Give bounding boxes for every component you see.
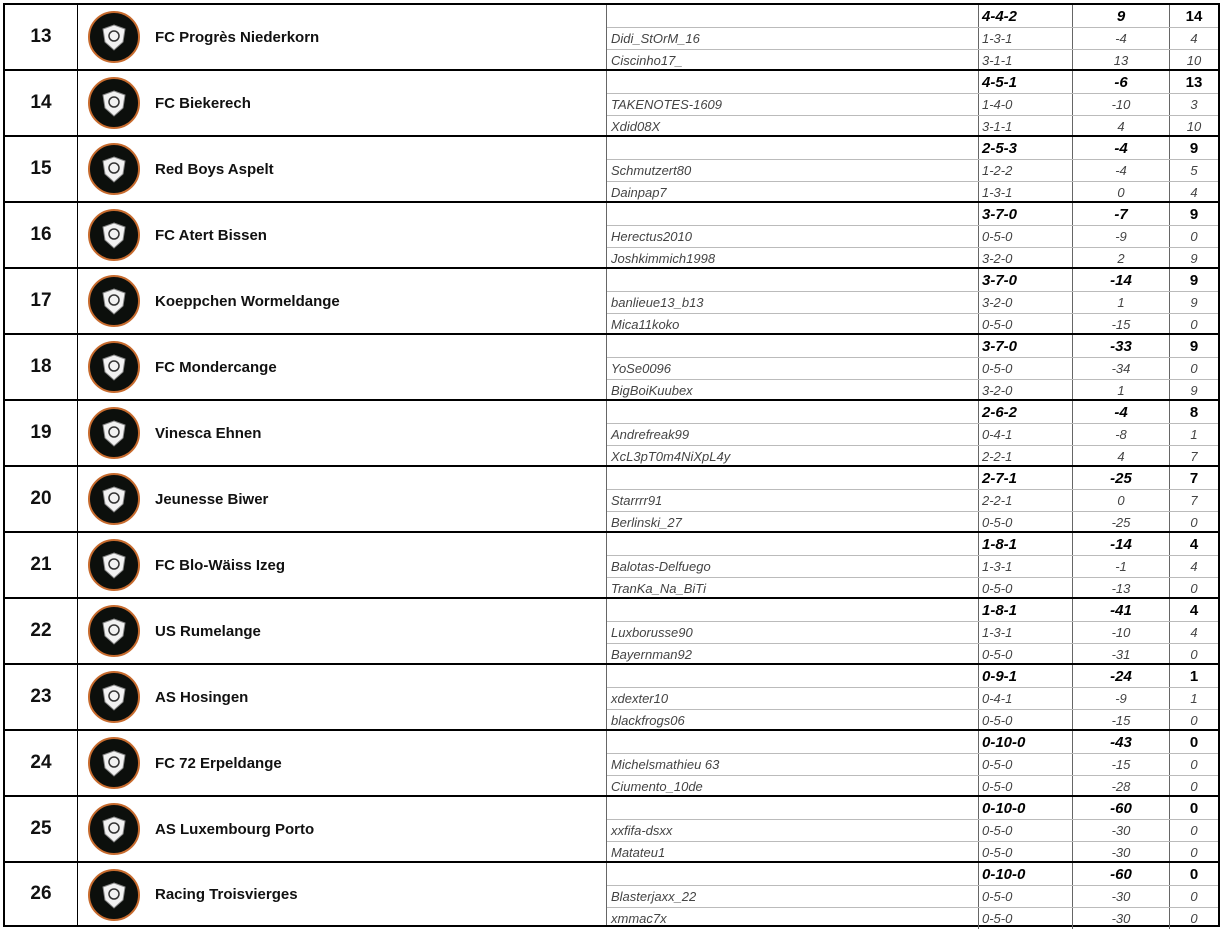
team-name: FC Atert Bissen: [155, 226, 267, 244]
team-record: 3-7-0: [979, 335, 1073, 357]
player-row: [607, 555, 1218, 577]
player-record: 0-5-0: [979, 578, 1073, 599]
player-goal-diff: -31: [1073, 644, 1170, 665]
team-name: Vinesca Ehnen: [155, 424, 262, 442]
team-logo: [88, 605, 140, 657]
player-record: 0-5-0: [979, 886, 1073, 907]
team-points: 9: [1189, 205, 1199, 223]
club-crest-icon: [99, 550, 129, 580]
player-record: 0-5-0: [979, 226, 1073, 247]
player-goal-diff: -1: [1073, 556, 1170, 577]
player-points: 4: [1190, 559, 1198, 574]
player-record: 3-1-1: [979, 116, 1073, 137]
team-total-row: [607, 467, 1218, 489]
team-record: 0-9-1: [979, 665, 1073, 687]
rank-number: 23: [5, 665, 78, 729]
player-record: 3-1-1: [979, 50, 1073, 71]
player-points: 0: [1190, 889, 1198, 904]
name-cell-empty: [607, 863, 979, 885]
team-points: 0: [1189, 733, 1199, 751]
team-points: 9: [1189, 271, 1199, 289]
rank-number: 22: [5, 599, 78, 663]
team-logo: [88, 803, 140, 855]
player-row: [607, 49, 1218, 71]
team-points: 4: [1189, 535, 1199, 553]
team-name: FC Blo-Wäiss Izeg: [155, 556, 286, 574]
player-record: 2-2-1: [979, 490, 1073, 511]
team-total-row: [607, 731, 1218, 753]
team-points: 0: [1189, 799, 1199, 817]
team-logo: [88, 539, 140, 591]
player-record: 0-5-0: [979, 820, 1073, 841]
club-crest-icon: [99, 418, 129, 448]
player-points: 9: [1190, 383, 1198, 398]
name-cell-empty: [607, 665, 979, 687]
player-goal-diff: 1: [1073, 292, 1170, 313]
rank-number: 25: [5, 797, 78, 861]
team-row: [3, 135, 1220, 201]
team-record: 2-7-1: [979, 467, 1073, 489]
results-grid: [606, 335, 1218, 399]
player-goal-diff: -34: [1073, 358, 1170, 379]
player-goal-diff: -4: [1073, 160, 1170, 181]
team-logo: [88, 341, 140, 393]
results-grid: [606, 269, 1218, 333]
player-points: 0: [1190, 779, 1198, 794]
player-row: [607, 181, 1218, 203]
team-row: [3, 3, 1220, 69]
team-goal-diff: -33: [1073, 335, 1170, 357]
rank-number: 17: [5, 269, 78, 333]
player-goal-diff: 0: [1073, 182, 1170, 203]
name-cell-empty: [607, 335, 979, 357]
player-points: 0: [1190, 647, 1198, 662]
team-row: [3, 267, 1220, 333]
player-row: [607, 709, 1218, 731]
team-row: [3, 597, 1220, 663]
player-goal-diff: -15: [1073, 754, 1170, 775]
team-row: [3, 531, 1220, 597]
team-name: Red Boys Aspelt: [155, 160, 274, 178]
results-grid: [606, 5, 1218, 69]
team-row: [3, 729, 1220, 795]
player-points: 0: [1190, 361, 1198, 376]
player-row: [607, 687, 1218, 709]
player-name: Ciscinho17_: [607, 50, 979, 71]
rank-number: 21: [5, 533, 78, 597]
team-record: 0-10-0: [979, 731, 1073, 753]
team-total-row: [607, 533, 1218, 555]
player-name: xxfifa-dsxx: [607, 820, 979, 841]
team-logo: [88, 737, 140, 789]
team-record: 3-7-0: [979, 269, 1073, 291]
club-crest-icon: [99, 814, 129, 844]
team-row: [3, 795, 1220, 861]
player-goal-diff: -8: [1073, 424, 1170, 445]
team-logo: [88, 209, 140, 261]
player-name: TranKa_Na_BiTi: [607, 578, 979, 599]
team-row: [3, 465, 1220, 531]
player-name: blackfrogs06: [607, 710, 979, 731]
player-name: Schmutzert80: [607, 160, 979, 181]
player-name: Ciumento_10de: [607, 776, 979, 797]
team-goal-diff: -43: [1073, 731, 1170, 753]
rank-number: 15: [5, 137, 78, 201]
team-row: [3, 861, 1220, 927]
player-name: Mica11koko: [607, 314, 979, 335]
name-cell-empty: [607, 599, 979, 621]
rank-number: 18: [5, 335, 78, 399]
player-name: Starrrr91: [607, 490, 979, 511]
player-row: [607, 93, 1218, 115]
player-goal-diff: -15: [1073, 710, 1170, 731]
player-row: [607, 775, 1218, 797]
player-name: Dainpap7: [607, 182, 979, 203]
club-crest-icon: [99, 682, 129, 712]
rank-number: 20: [5, 467, 78, 531]
player-goal-diff: 1: [1073, 380, 1170, 401]
team-points: 14: [1185, 7, 1203, 25]
player-points: 5: [1190, 163, 1198, 178]
player-row: [607, 753, 1218, 775]
team-name: US Rumelange: [155, 622, 261, 640]
team-points: 1: [1189, 667, 1199, 685]
name-cell-empty: [607, 533, 979, 555]
player-name: Joshkimmich1998: [607, 248, 979, 269]
team-total-row: [607, 5, 1218, 27]
player-points: 1: [1190, 691, 1198, 706]
team-row: [3, 663, 1220, 729]
team-total-row: [607, 797, 1218, 819]
results-grid: [606, 599, 1218, 663]
team-record: 3-7-0: [979, 203, 1073, 225]
player-points: 9: [1190, 251, 1198, 266]
player-record: 0-5-0: [979, 776, 1073, 797]
results-grid: [606, 401, 1218, 465]
club-crest-icon: [99, 88, 129, 118]
name-cell-empty: [607, 203, 979, 225]
team-record: 1-8-1: [979, 599, 1073, 621]
team-row: [3, 399, 1220, 465]
player-row: [607, 643, 1218, 665]
name-cell-empty: [607, 269, 979, 291]
team-name: AS Hosingen: [155, 688, 249, 706]
team-points: 4: [1189, 601, 1199, 619]
team-row: [3, 333, 1220, 399]
team-record: 1-8-1: [979, 533, 1073, 555]
club-crest-icon: [99, 220, 129, 250]
results-grid: [606, 467, 1218, 531]
player-row: [607, 115, 1218, 137]
team-goal-diff: -7: [1073, 203, 1170, 225]
player-name: Michelsmathieu 63: [607, 754, 979, 775]
player-row: [607, 423, 1218, 445]
player-points: 10: [1186, 119, 1202, 134]
player-name: Andrefreak99: [607, 424, 979, 445]
player-row: [607, 313, 1218, 335]
player-goal-diff: -30: [1073, 908, 1170, 929]
club-crest-icon: [99, 352, 129, 382]
player-goal-diff: -4: [1073, 28, 1170, 49]
team-record: 2-6-2: [979, 401, 1073, 423]
team-logo: [88, 869, 140, 921]
player-goal-diff: -10: [1073, 622, 1170, 643]
team-goal-diff: -4: [1073, 401, 1170, 423]
player-goal-diff: -25: [1073, 512, 1170, 533]
results-grid: [606, 797, 1218, 861]
player-row: [607, 445, 1218, 467]
player-points: 10: [1186, 53, 1202, 68]
rank-number: 14: [5, 71, 78, 135]
rank-number: 26: [5, 863, 78, 925]
player-row: [607, 885, 1218, 907]
player-row: [607, 511, 1218, 533]
player-name: xdexter10: [607, 688, 979, 709]
player-goal-diff: -9: [1073, 226, 1170, 247]
player-record: 0-4-1: [979, 688, 1073, 709]
team-name: Racing Troisvierges: [155, 885, 298, 903]
results-grid: [606, 533, 1218, 597]
player-points: 0: [1190, 515, 1198, 530]
player-row: [607, 819, 1218, 841]
player-row: [607, 489, 1218, 511]
team-row: [3, 69, 1220, 135]
team-logo: [88, 275, 140, 327]
player-points: 0: [1190, 823, 1198, 838]
team-goal-diff: -6: [1073, 71, 1170, 93]
player-points: 0: [1190, 713, 1198, 728]
team-goal-diff: -24: [1073, 665, 1170, 687]
team-name: FC Progrès Niederkorn: [155, 28, 320, 46]
rank-number: 16: [5, 203, 78, 267]
player-name: Xdid08X: [607, 116, 979, 137]
player-name: banlieue13_b13: [607, 292, 979, 313]
team-goal-diff: -14: [1073, 269, 1170, 291]
team-points: 9: [1189, 337, 1199, 355]
player-goal-diff: -30: [1073, 842, 1170, 863]
name-cell-empty: [607, 731, 979, 753]
player-record: 0-4-1: [979, 424, 1073, 445]
club-crest-icon: [99, 748, 129, 778]
results-grid: [606, 731, 1218, 795]
player-row: [607, 379, 1218, 401]
player-record: 0-5-0: [979, 842, 1073, 863]
player-record: 0-5-0: [979, 710, 1073, 731]
player-name: Matateu1: [607, 842, 979, 863]
player-record: 1-4-0: [979, 94, 1073, 115]
player-record: 0-5-0: [979, 908, 1073, 929]
team-points: 9: [1189, 139, 1199, 157]
team-goal-diff: -4: [1073, 137, 1170, 159]
team-goal-diff: -60: [1073, 863, 1170, 885]
player-record: 0-5-0: [979, 754, 1073, 775]
club-crest-icon: [99, 286, 129, 316]
name-cell-empty: [607, 401, 979, 423]
team-total-row: [607, 71, 1218, 93]
player-name: TAKENOTES-1609: [607, 94, 979, 115]
player-name: BigBoiKuubex: [607, 380, 979, 401]
player-points: 4: [1190, 625, 1198, 640]
team-name: Koeppchen Wormeldange: [155, 292, 340, 310]
player-name: XcL3pT0m4NiXpL4y: [607, 446, 979, 467]
player-name: Blasterjaxx_22: [607, 886, 979, 907]
team-logo: [88, 671, 140, 723]
team-points: 13: [1185, 73, 1203, 91]
team-record: 2-5-3: [979, 137, 1073, 159]
player-points: 0: [1190, 845, 1198, 860]
player-row: [607, 247, 1218, 269]
team-points: 7: [1189, 469, 1199, 487]
player-record: 1-3-1: [979, 28, 1073, 49]
player-points: 4: [1190, 185, 1198, 200]
team-goal-diff: -60: [1073, 797, 1170, 819]
results-grid: [606, 137, 1218, 201]
player-points: 7: [1190, 449, 1198, 464]
player-record: 3-2-0: [979, 248, 1073, 269]
team-record: 4-4-2: [979, 5, 1073, 27]
team-record: 0-10-0: [979, 797, 1073, 819]
team-logo: [88, 407, 140, 459]
team-total-row: [607, 599, 1218, 621]
team-goal-diff: -25: [1073, 467, 1170, 489]
player-goal-diff: -15: [1073, 314, 1170, 335]
player-record: 1-2-2: [979, 160, 1073, 181]
team-name: AS Luxembourg Porto: [155, 820, 315, 838]
player-points: 0: [1190, 317, 1198, 332]
player-row: [607, 621, 1218, 643]
team-logo: [88, 143, 140, 195]
player-record: 1-3-1: [979, 556, 1073, 577]
player-record: 1-3-1: [979, 182, 1073, 203]
player-goal-diff: 13: [1073, 50, 1170, 71]
team-name: Jeunesse Biwer: [155, 490, 269, 508]
team-row: [3, 201, 1220, 267]
player-points: 3: [1190, 97, 1198, 112]
club-crest-icon: [99, 880, 129, 910]
name-cell-empty: [607, 137, 979, 159]
player-name: xmmac7x: [607, 908, 979, 929]
results-grid: [606, 203, 1218, 267]
team-logo: [88, 11, 140, 63]
team-total-row: [607, 665, 1218, 687]
team-total-row: [607, 269, 1218, 291]
player-name: Didi_StOrM_16: [607, 28, 979, 49]
player-record: 3-2-0: [979, 380, 1073, 401]
player-record: 0-5-0: [979, 512, 1073, 533]
club-crest-icon: [99, 22, 129, 52]
player-points: 1: [1190, 427, 1198, 442]
team-logo: [88, 473, 140, 525]
team-name: FC 72 Erpeldange: [155, 754, 282, 772]
team-name: FC Mondercange: [155, 358, 277, 376]
results-grid: [606, 665, 1218, 729]
team-logo: [88, 77, 140, 129]
name-cell-empty: [607, 797, 979, 819]
player-row: [607, 291, 1218, 313]
player-row: [607, 577, 1218, 599]
player-name: YoSe0096: [607, 358, 979, 379]
player-row: [607, 357, 1218, 379]
player-name: Balotas-Delfuego: [607, 556, 979, 577]
player-goal-diff: 4: [1073, 446, 1170, 467]
team-record: 0-10-0: [979, 863, 1073, 885]
player-row: [607, 225, 1218, 247]
team-total-row: [607, 863, 1218, 885]
player-goal-diff: 0: [1073, 490, 1170, 511]
player-row: [607, 907, 1218, 929]
player-points: 0: [1190, 581, 1198, 596]
team-points: 8: [1189, 403, 1199, 421]
team-goal-diff: -41: [1073, 599, 1170, 621]
results-grid: [606, 863, 1218, 925]
player-row: [607, 841, 1218, 863]
player-goal-diff: -30: [1073, 886, 1170, 907]
player-goal-diff: 4: [1073, 116, 1170, 137]
player-name: Herectus2010: [607, 226, 979, 247]
club-crest-icon: [99, 616, 129, 646]
rank-number: 13: [5, 5, 78, 69]
team-goal-diff: -14: [1073, 533, 1170, 555]
player-goal-diff: 2: [1073, 248, 1170, 269]
player-row: [607, 27, 1218, 49]
player-record: 3-2-0: [979, 292, 1073, 313]
player-points: 7: [1190, 493, 1198, 508]
name-cell-empty: [607, 5, 979, 27]
name-cell-empty: [607, 467, 979, 489]
player-goal-diff: -30: [1073, 820, 1170, 841]
team-total-row: [607, 203, 1218, 225]
player-record: 0-5-0: [979, 314, 1073, 335]
player-record: 1-3-1: [979, 622, 1073, 643]
player-points: 0: [1190, 229, 1198, 244]
player-record: 2-2-1: [979, 446, 1073, 467]
team-total-row: [607, 137, 1218, 159]
team-points: 0: [1189, 865, 1199, 883]
team-goal-diff: 9: [1073, 5, 1170, 27]
team-total-row: [607, 335, 1218, 357]
club-crest-icon: [99, 484, 129, 514]
player-points: 0: [1190, 757, 1198, 772]
player-name: Bayernman92: [607, 644, 979, 665]
player-row: [607, 159, 1218, 181]
player-goal-diff: -28: [1073, 776, 1170, 797]
player-points: 9: [1190, 295, 1198, 310]
player-record: 0-5-0: [979, 358, 1073, 379]
rank-number: 19: [5, 401, 78, 465]
rank-number: 24: [5, 731, 78, 795]
player-goal-diff: -13: [1073, 578, 1170, 599]
player-goal-diff: -9: [1073, 688, 1170, 709]
player-name: Luxborusse90: [607, 622, 979, 643]
player-name: Berlinski_27: [607, 512, 979, 533]
team-name: FC Biekerech: [155, 94, 251, 112]
player-points: 4: [1190, 31, 1198, 46]
player-points: 0: [1190, 911, 1198, 926]
team-record: 4-5-1: [979, 71, 1073, 93]
player-goal-diff: -10: [1073, 94, 1170, 115]
name-cell-empty: [607, 71, 979, 93]
club-crest-icon: [99, 154, 129, 184]
results-grid: [606, 71, 1218, 135]
team-total-row: [607, 401, 1218, 423]
player-record: 0-5-0: [979, 644, 1073, 665]
